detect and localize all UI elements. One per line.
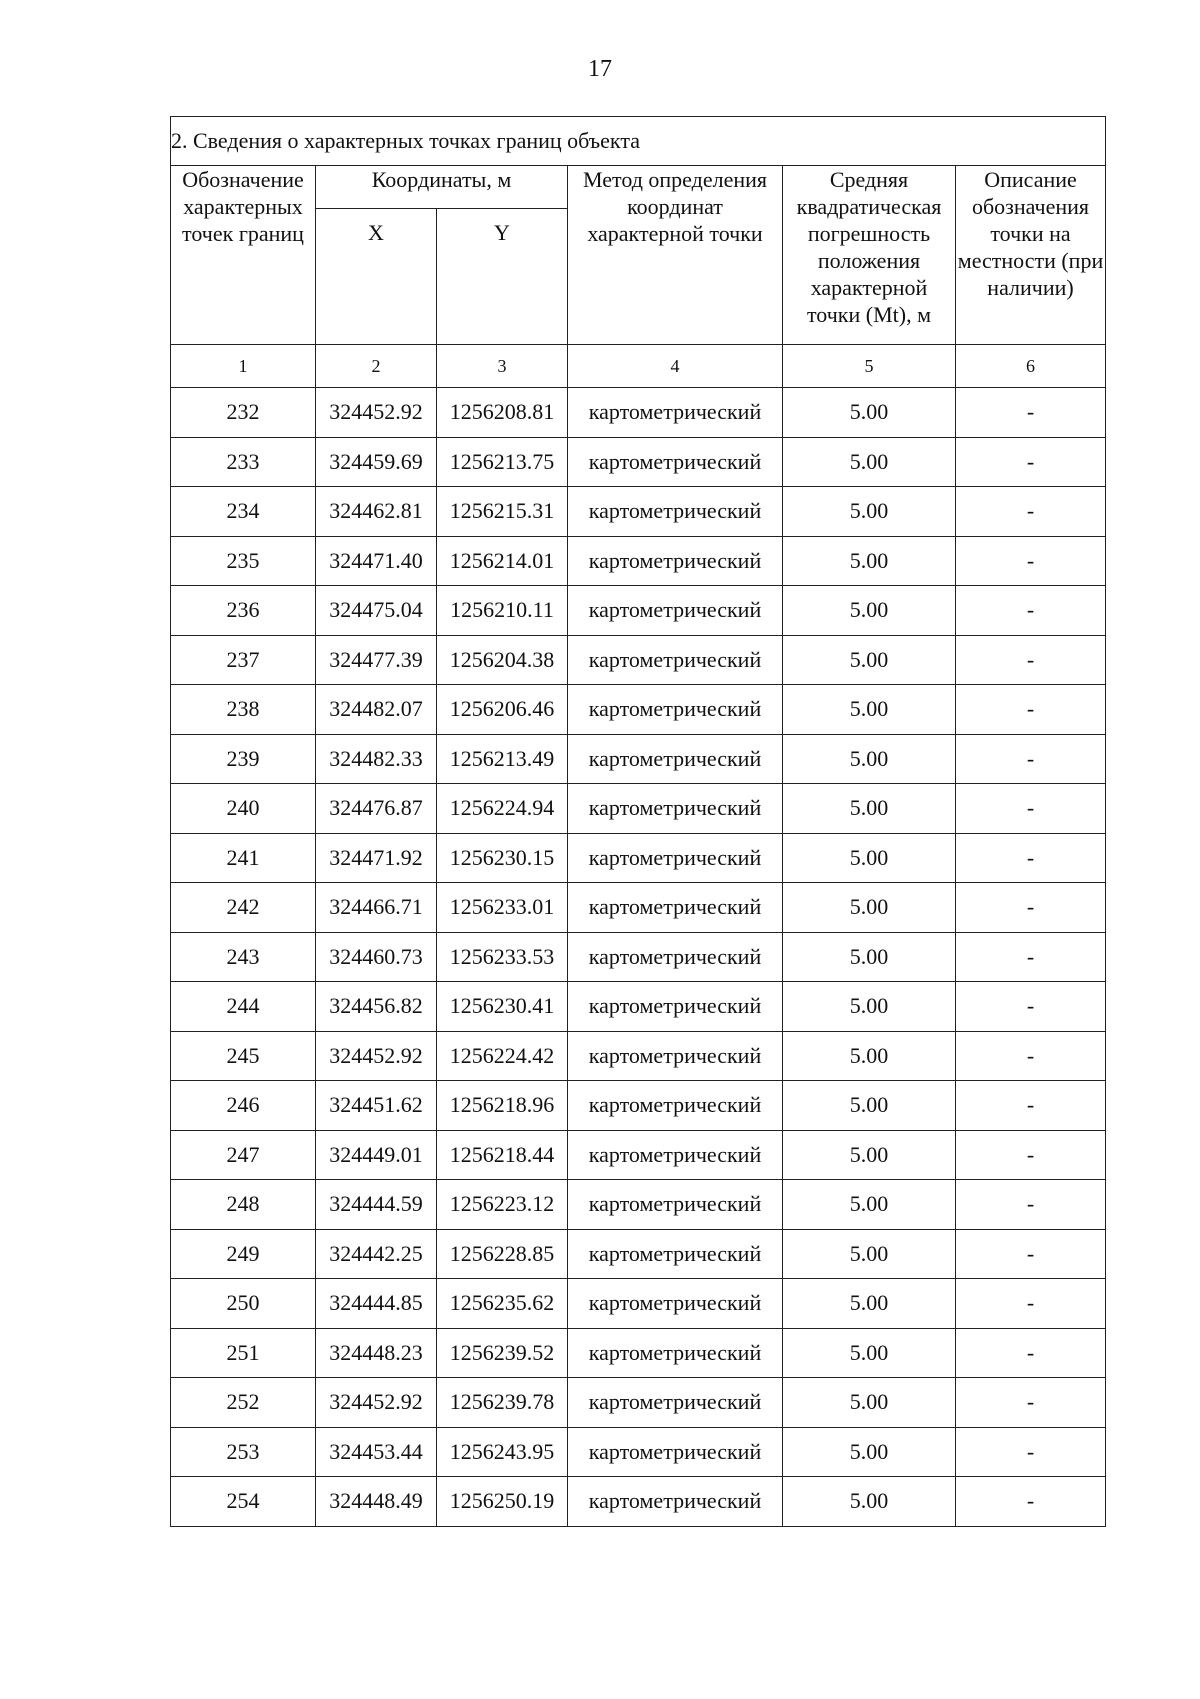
cell-y: 1256228.85 xyxy=(437,1229,568,1279)
section-title: 2. Сведения о характерных точках границ объекта xyxy=(171,117,1106,166)
cell-error: 5.00 xyxy=(783,982,956,1032)
cell-point: 248 xyxy=(171,1180,316,1230)
cell-error: 5.00 xyxy=(783,635,956,685)
table-row xyxy=(171,685,1106,735)
table-row xyxy=(171,1279,1106,1329)
cell-x: 324466.71 xyxy=(316,883,437,933)
table-row xyxy=(171,635,1106,685)
cell-method: картометрический xyxy=(568,536,783,586)
cell-y: 1256243.95 xyxy=(437,1427,568,1477)
cell-y: 1256224.94 xyxy=(437,784,568,834)
cell-error: 5.00 xyxy=(783,1279,956,1329)
cell-x: 324475.04 xyxy=(316,586,437,636)
cell-description: - xyxy=(956,586,1106,636)
cell-y: 1256214.01 xyxy=(437,536,568,586)
header-x: X xyxy=(316,209,437,345)
table-row xyxy=(171,1328,1106,1378)
table-row xyxy=(171,833,1106,883)
table-row xyxy=(171,1031,1106,1081)
cell-description: - xyxy=(956,1378,1106,1428)
cell-point: 239 xyxy=(171,734,316,784)
cell-x: 324444.59 xyxy=(316,1180,437,1230)
cell-point: 236 xyxy=(171,586,316,636)
cell-y: 1256239.78 xyxy=(437,1378,568,1428)
cell-error: 5.00 xyxy=(783,586,956,636)
cell-x: 324442.25 xyxy=(316,1229,437,1279)
cell-y: 1256239.52 xyxy=(437,1328,568,1378)
cell-point: 240 xyxy=(171,784,316,834)
cell-description: - xyxy=(956,1031,1106,1081)
table-row xyxy=(171,1378,1106,1428)
cell-description: - xyxy=(956,1081,1106,1131)
cell-method: картометрический xyxy=(568,685,783,735)
cell-method: картометрический xyxy=(568,635,783,685)
cell-error: 5.00 xyxy=(783,388,956,438)
table-row xyxy=(171,487,1106,537)
cell-error: 5.00 xyxy=(783,1081,956,1131)
table-row xyxy=(171,1229,1106,1279)
cell-description: - xyxy=(956,734,1106,784)
cell-y: 1256206.46 xyxy=(437,685,568,735)
cell-method: картометрический xyxy=(568,1477,783,1527)
table-row xyxy=(171,1180,1106,1230)
cell-point: 247 xyxy=(171,1130,316,1180)
cell-y: 1256223.12 xyxy=(437,1180,568,1230)
cell-error: 5.00 xyxy=(783,1031,956,1081)
cell-point: 237 xyxy=(171,635,316,685)
cell-x: 324448.49 xyxy=(316,1477,437,1527)
cell-x: 324460.73 xyxy=(316,932,437,982)
cell-method: картометрический xyxy=(568,1180,783,1230)
header-coords: Координаты, м xyxy=(316,166,568,209)
table-row xyxy=(171,1477,1106,1527)
cell-point: 246 xyxy=(171,1081,316,1131)
cell-description: - xyxy=(956,487,1106,537)
column-number: 6 xyxy=(956,345,1106,388)
cell-method: картометрический xyxy=(568,784,783,834)
cell-y: 1256218.96 xyxy=(437,1081,568,1131)
column-number: 1 xyxy=(171,345,316,388)
cell-point: 238 xyxy=(171,685,316,735)
cell-y: 1256208.81 xyxy=(437,388,568,438)
cell-method: картометрический xyxy=(568,1031,783,1081)
cell-method: картометрический xyxy=(568,1229,783,1279)
header-error: Средняя квадратическая погрешность положения характерной точки (Mt), м xyxy=(783,166,956,345)
cell-point: 244 xyxy=(171,982,316,1032)
cell-y: 1256230.15 xyxy=(437,833,568,883)
boundary-points-table xyxy=(170,116,1106,1527)
cell-description: - xyxy=(956,1477,1106,1527)
table-row xyxy=(171,932,1106,982)
table-row xyxy=(171,388,1106,438)
page-number: 17 xyxy=(588,56,612,82)
table-row xyxy=(171,586,1106,636)
header-row xyxy=(171,166,1106,209)
cell-x: 324451.62 xyxy=(316,1081,437,1131)
cell-error: 5.00 xyxy=(783,1229,956,1279)
cell-x: 324462.81 xyxy=(316,487,437,537)
table-row xyxy=(171,437,1106,487)
cell-description: - xyxy=(956,833,1106,883)
cell-method: картометрический xyxy=(568,982,783,1032)
cell-method: картометрический xyxy=(568,1081,783,1131)
cell-error: 5.00 xyxy=(783,1427,956,1477)
cell-method: картометрический xyxy=(568,487,783,537)
cell-error: 5.00 xyxy=(783,437,956,487)
cell-y: 1256233.01 xyxy=(437,883,568,933)
cell-x: 324471.40 xyxy=(316,536,437,586)
column-number: 4 xyxy=(568,345,783,388)
table-body xyxy=(171,388,1106,1527)
cell-method: картометрический xyxy=(568,1328,783,1378)
cell-point: 252 xyxy=(171,1378,316,1428)
cell-x: 324449.01 xyxy=(316,1130,437,1180)
cell-x: 324459.69 xyxy=(316,437,437,487)
table-row xyxy=(171,1081,1106,1131)
cell-description: - xyxy=(956,883,1106,933)
cell-method: картометрический xyxy=(568,1130,783,1180)
cell-error: 5.00 xyxy=(783,883,956,933)
column-numbers-row xyxy=(171,345,1106,388)
cell-description: - xyxy=(956,1427,1106,1477)
header-description: Описание обозначения точки на местности (при наличии) xyxy=(956,166,1106,345)
cell-description: - xyxy=(956,1279,1106,1329)
cell-point: 245 xyxy=(171,1031,316,1081)
cell-description: - xyxy=(956,635,1106,685)
cell-description: - xyxy=(956,784,1106,834)
cell-description: - xyxy=(956,1130,1106,1180)
header-y: Y xyxy=(437,209,568,345)
cell-error: 5.00 xyxy=(783,833,956,883)
cell-y: 1256250.19 xyxy=(437,1477,568,1527)
cell-point: 243 xyxy=(171,932,316,982)
column-number: 2 xyxy=(316,345,437,388)
cell-x: 324477.39 xyxy=(316,635,437,685)
cell-y: 1256233.53 xyxy=(437,932,568,982)
table-row xyxy=(171,883,1106,933)
cell-point: 254 xyxy=(171,1477,316,1527)
cell-y: 1256213.75 xyxy=(437,437,568,487)
cell-error: 5.00 xyxy=(783,536,956,586)
cell-point: 233 xyxy=(171,437,316,487)
header-method: Метод определения координат характерной точки xyxy=(568,166,783,345)
table-row xyxy=(171,734,1106,784)
cell-error: 5.00 xyxy=(783,1130,956,1180)
cell-point: 241 xyxy=(171,833,316,883)
cell-method: картометрический xyxy=(568,833,783,883)
cell-y: 1256213.49 xyxy=(437,734,568,784)
cell-x: 324482.07 xyxy=(316,685,437,735)
cell-x: 324452.92 xyxy=(316,388,437,438)
cell-method: картометрический xyxy=(568,883,783,933)
cell-y: 1256230.41 xyxy=(437,982,568,1032)
cell-error: 5.00 xyxy=(783,685,956,735)
cell-y: 1256210.11 xyxy=(437,586,568,636)
cell-point: 235 xyxy=(171,536,316,586)
cell-point: 232 xyxy=(171,388,316,438)
column-number: 3 xyxy=(437,345,568,388)
cell-description: - xyxy=(956,1180,1106,1230)
cell-y: 1256215.31 xyxy=(437,487,568,537)
table-row xyxy=(171,982,1106,1032)
cell-x: 324482.33 xyxy=(316,734,437,784)
cell-method: картометрический xyxy=(568,388,783,438)
cell-method: картометрический xyxy=(568,1378,783,1428)
cell-method: картометрический xyxy=(568,437,783,487)
cell-method: картометрический xyxy=(568,734,783,784)
cell-x: 324456.82 xyxy=(316,982,437,1032)
cell-y: 1256218.44 xyxy=(437,1130,568,1180)
cell-point: 234 xyxy=(171,487,316,537)
cell-x: 324453.44 xyxy=(316,1427,437,1477)
section-title-row xyxy=(171,117,1106,166)
cell-description: - xyxy=(956,536,1106,586)
header-point: Обозначение характерных точек границ xyxy=(171,166,316,345)
column-number: 5 xyxy=(783,345,956,388)
cell-x: 324476.87 xyxy=(316,784,437,834)
cell-error: 5.00 xyxy=(783,1180,956,1230)
cell-description: - xyxy=(956,982,1106,1032)
cell-description: - xyxy=(956,1229,1106,1279)
cell-error: 5.00 xyxy=(783,784,956,834)
cell-y: 1256235.62 xyxy=(437,1279,568,1329)
cell-point: 251 xyxy=(171,1328,316,1378)
cell-point: 253 xyxy=(171,1427,316,1477)
cell-y: 1256204.38 xyxy=(437,635,568,685)
cell-point: 249 xyxy=(171,1229,316,1279)
cell-x: 324444.85 xyxy=(316,1279,437,1329)
cell-error: 5.00 xyxy=(783,1378,956,1428)
cell-method: картометрический xyxy=(568,586,783,636)
cell-y: 1256224.42 xyxy=(437,1031,568,1081)
table-row xyxy=(171,1427,1106,1477)
cell-description: - xyxy=(956,388,1106,438)
cell-description: - xyxy=(956,685,1106,735)
cell-x: 324452.92 xyxy=(316,1031,437,1081)
cell-point: 242 xyxy=(171,883,316,933)
table-row xyxy=(171,784,1106,834)
cell-method: картометрический xyxy=(568,932,783,982)
cell-x: 324471.92 xyxy=(316,833,437,883)
cell-error: 5.00 xyxy=(783,487,956,537)
table-row xyxy=(171,1130,1106,1180)
table-row xyxy=(171,536,1106,586)
cell-error: 5.00 xyxy=(783,932,956,982)
cell-point: 250 xyxy=(171,1279,316,1329)
cell-method: картометрический xyxy=(568,1427,783,1477)
cell-error: 5.00 xyxy=(783,1328,956,1378)
cell-description: - xyxy=(956,437,1106,487)
cell-error: 5.00 xyxy=(783,1477,956,1527)
cell-error: 5.00 xyxy=(783,734,956,784)
cell-description: - xyxy=(956,1328,1106,1378)
cell-x: 324448.23 xyxy=(316,1328,437,1378)
cell-x: 324452.92 xyxy=(316,1378,437,1428)
cell-method: картометрический xyxy=(568,1279,783,1329)
cell-description: - xyxy=(956,932,1106,982)
